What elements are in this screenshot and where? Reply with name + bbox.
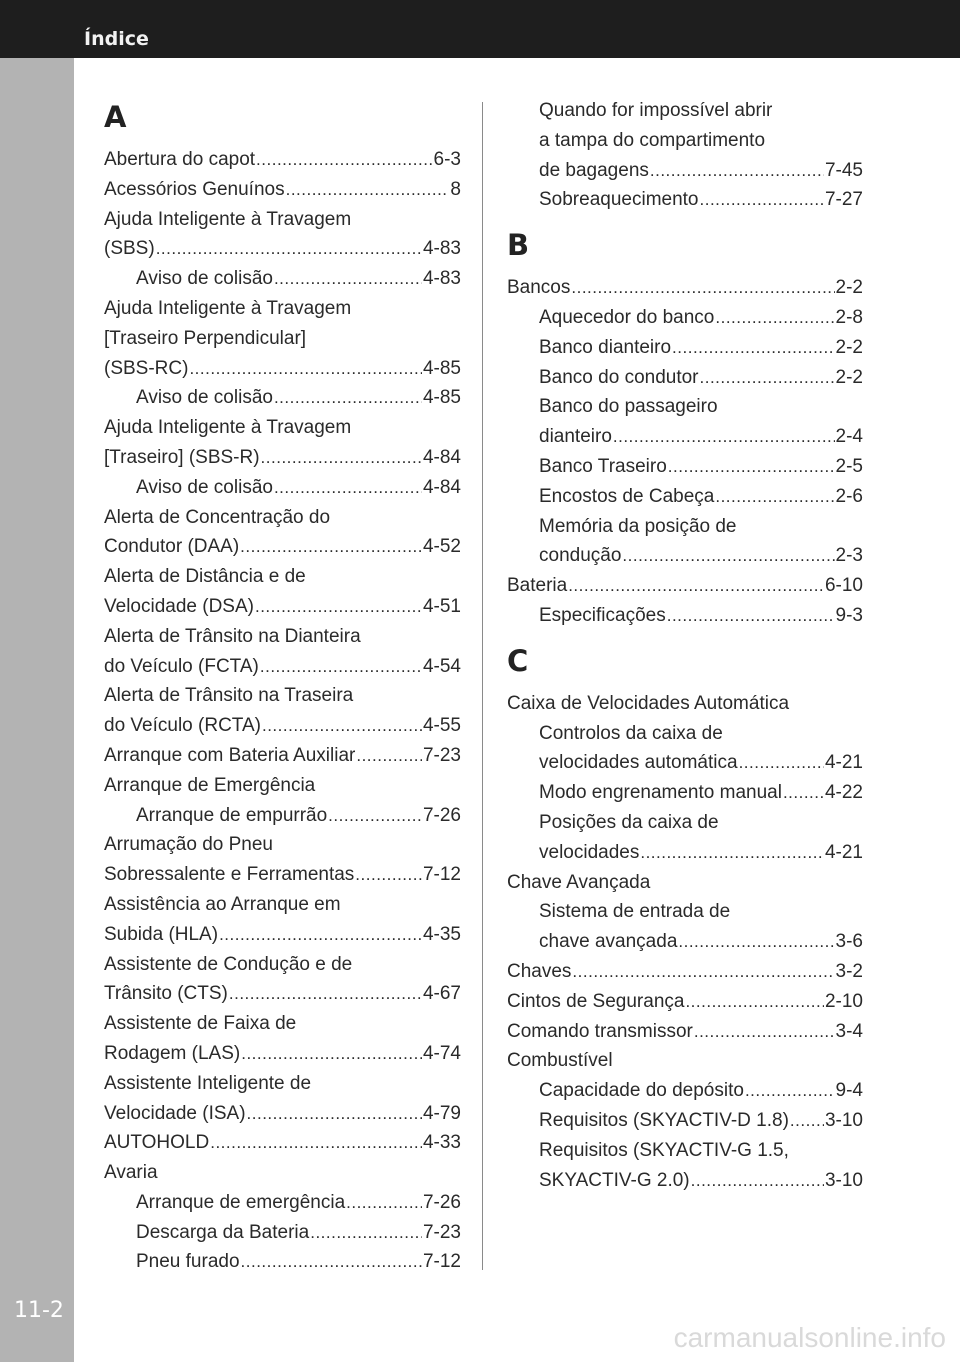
index-entry (104, 354, 461, 384)
index-entry (507, 273, 863, 303)
entry-page-ref: 4-79 (422, 1102, 461, 1124)
entry-text: Arranque de Emergência (104, 774, 316, 796)
entry-text: Controlos da caixa de (539, 722, 723, 744)
dot-leader (255, 592, 422, 622)
entry-text: Velocidade (DSA) (104, 595, 254, 617)
entry-text: Arranque de empurrão (136, 804, 328, 826)
dot-leader (790, 1106, 824, 1136)
entry-page-ref: 3-4 (835, 1020, 863, 1042)
index-subentry (507, 541, 863, 571)
dot-leader (667, 601, 835, 631)
index-subentry (507, 719, 863, 749)
dot-leader (219, 920, 422, 950)
entry-page-ref: 2-2 (835, 366, 863, 388)
entry-page-ref: 2-2 (835, 277, 863, 299)
entry-page-ref: 2-2 (835, 336, 863, 358)
index-subentry (507, 512, 863, 542)
index-subentry (104, 801, 461, 831)
index-subentry (507, 422, 863, 452)
entry-page-ref: 3-2 (835, 960, 863, 982)
index-subentry (104, 1218, 461, 1248)
dot-leader (668, 452, 835, 482)
dot-leader (274, 383, 422, 413)
dot-leader (571, 273, 834, 303)
index-subentry (507, 482, 863, 512)
section-spacer (507, 215, 863, 225)
section-spacer (507, 631, 863, 641)
entry-page-ref: 6-3 (433, 149, 461, 170)
entry-text: Ajuda Inteligente à Travagem (104, 417, 352, 439)
dot-leader (356, 741, 422, 771)
entry-text: [Traseiro] (SBS-R) (104, 446, 260, 468)
index-entry (104, 413, 461, 443)
entry-text: Caixa de Velocidades Automática (507, 692, 790, 714)
entry-text: Quando for impossível abrir (539, 100, 773, 121)
entry-page-ref: 2-4 (835, 426, 863, 448)
index-subentry (104, 473, 461, 503)
entry-text: Ajuda Inteligente à Travagem (104, 297, 352, 319)
index-entry (104, 145, 461, 175)
entry-text: Assistente de Condução e de (104, 953, 353, 975)
dot-leader (274, 473, 422, 503)
entry-text: Arrumação do Pneu (104, 834, 273, 856)
entry-text: Memória da posição de (539, 515, 737, 537)
entry-page-ref: 4-84 (422, 446, 461, 468)
entry-text: de bagagens (539, 159, 649, 181)
dot-leader (240, 532, 422, 562)
index-subentry (507, 1136, 863, 1166)
index-subentry (507, 1106, 863, 1136)
index-subentry (104, 1247, 461, 1277)
entry-page-ref: 9-3 (835, 604, 863, 626)
dot-leader (715, 303, 834, 333)
dot-leader (241, 1247, 422, 1277)
entry-text: do Veículo (RCTA) (104, 715, 261, 737)
dot-leader (691, 1166, 824, 1196)
entry-page-ref: 4-21 (824, 752, 863, 774)
entry-text: chave avançada (539, 931, 678, 953)
index-subentry (507, 333, 863, 363)
header-bar (0, 0, 960, 58)
dot-leader (346, 1188, 422, 1218)
entry-text: Descarga da Bateria (136, 1221, 310, 1243)
index-entry (104, 1158, 461, 1188)
index-entry (104, 1069, 461, 1099)
page-sidebar (0, 58, 74, 1362)
index-entry (104, 503, 461, 533)
entry-page-ref: 7-27 (824, 189, 863, 211)
column-divider (482, 102, 483, 1270)
entry-page-ref: 4-85 (422, 387, 461, 409)
entry-text: Arranque com Bateria Auxiliar (104, 744, 356, 766)
index-letter-heading: A (104, 100, 127, 134)
index-entry (104, 324, 461, 354)
dot-leader (262, 711, 422, 741)
dot-leader (678, 927, 834, 957)
entry-text: a tampa do compartimento (539, 129, 766, 151)
index-entry (104, 1009, 461, 1039)
entry-text: Trânsito (CTS) (104, 983, 228, 1005)
dot-leader (572, 957, 834, 987)
entry-text: velocidades (539, 841, 640, 863)
dot-leader (189, 354, 422, 384)
entry-page-ref: 7-45 (824, 159, 863, 181)
dot-leader (247, 1099, 422, 1129)
index-entry (507, 868, 863, 898)
entry-text: condução (539, 545, 622, 567)
index-entry (104, 741, 461, 771)
dot-leader (241, 1039, 422, 1069)
entry-page-ref: 2-3 (835, 545, 863, 567)
dot-leader (672, 333, 834, 363)
dot-leader (694, 1017, 835, 1047)
dot-leader (650, 156, 824, 186)
index-subentry (507, 392, 863, 422)
dot-leader (286, 175, 450, 205)
dot-leader (260, 652, 422, 682)
index-entry (104, 532, 461, 562)
index-subentry (507, 156, 863, 186)
index-column-right (507, 96, 863, 1195)
entry-text: Ajuda Inteligente à Travagem (104, 208, 352, 230)
index-subentry (507, 96, 863, 126)
entry-text: Encostos de Cabeça (539, 485, 715, 507)
entry-text: Modo engrenamento manual (539, 782, 782, 804)
entry-text: Alerta de Distância e de (104, 566, 306, 588)
entry-page-ref: 7-26 (422, 1191, 461, 1213)
index-entry (104, 294, 461, 324)
dot-leader (783, 778, 824, 808)
entry-text: Assistente Inteligente de (104, 1072, 312, 1094)
entry-text: Condutor (DAA) (104, 536, 240, 558)
entry-text: Banco dianteiro (539, 336, 672, 358)
entry-page-ref: 3-10 (824, 1109, 863, 1131)
index-subentry (507, 927, 863, 957)
index-entry (104, 920, 461, 950)
page-number: 11-2 (14, 1298, 64, 1323)
entry-text: Alerta de Trânsito na Dianteira (104, 625, 361, 647)
entry-page-ref: 3-10 (824, 1169, 863, 1191)
entry-text: Assistente de Faixa de (104, 1013, 297, 1035)
entry-page-ref: 7-12 (422, 864, 461, 886)
index-entry (104, 443, 461, 473)
entry-text: Sistema de entrada de (539, 901, 731, 923)
index-subentry (507, 897, 863, 927)
entry-text: Alerta de Trânsito na Traseira (104, 685, 354, 707)
entry-text: Aviso de colisão (136, 268, 273, 290)
entry-text: Pneu furado (136, 1251, 240, 1273)
index-entry (104, 711, 461, 741)
section-title: Índice (84, 28, 149, 50)
entry-page-ref: 3-6 (835, 931, 863, 953)
entry-text: [Traseiro Perpendicular] (104, 327, 307, 349)
index-subentry (507, 363, 863, 393)
index-entry (507, 689, 863, 719)
index-entry (104, 1128, 461, 1158)
entry-text: Requisitos (SKYACTIV-G 1.5, (539, 1139, 789, 1161)
index-entry (104, 652, 461, 682)
index-entry (104, 771, 461, 801)
index-subentry (104, 1188, 461, 1218)
dot-leader (745, 1076, 835, 1106)
entry-text: Combustível (507, 1050, 613, 1072)
entry-page-ref: 2-8 (835, 306, 863, 328)
entry-page-ref: 9-4 (835, 1080, 863, 1102)
entry-text: Bateria (507, 575, 568, 597)
entry-text: Posições da caixa de (539, 811, 719, 833)
entry-text: Assistência ao Arranque em (104, 893, 341, 915)
entry-text: Banco Traseiro (539, 455, 667, 477)
index-entry (104, 1039, 461, 1069)
index-entry (507, 1017, 863, 1047)
dot-leader (640, 838, 824, 868)
entry-text: Alerta de Concentração do (104, 506, 331, 528)
index-subentry (507, 1166, 863, 1196)
dot-leader (700, 185, 824, 215)
index-entry (104, 175, 461, 205)
entry-page-ref: 4-55 (422, 715, 461, 737)
entry-page-ref: 4-22 (824, 782, 863, 804)
entry-text: Aviso de colisão (136, 476, 273, 498)
entry-page-ref: 4-67 (422, 983, 461, 1005)
entry-page-ref: 6-10 (824, 575, 863, 597)
dot-leader (568, 571, 824, 601)
entry-text: Arranque de emergência (136, 1191, 346, 1213)
index-entry (507, 1046, 863, 1076)
entry-text: Avaria (104, 1162, 158, 1184)
dot-leader (274, 264, 422, 294)
index-subentry (507, 452, 863, 482)
dot-leader (328, 801, 422, 831)
index-subentry (507, 808, 863, 838)
entry-text: Cintos de Segurança (507, 990, 685, 1012)
entry-page-ref: 7-12 (422, 1251, 461, 1273)
entry-page-ref: 7-26 (422, 804, 461, 826)
entry-text: Aquecedor do banco (539, 306, 715, 328)
dot-leader (613, 422, 835, 452)
entry-text: dianteiro (539, 426, 612, 448)
index-entry (104, 681, 461, 711)
entry-text: AUTOHOLD (104, 1132, 210, 1154)
entry-page-ref: 4-83 (422, 268, 461, 290)
entry-text: Requisitos (SKYACTIV-D 1.8) (539, 1109, 789, 1131)
entry-text: Capacidade do depósito (539, 1080, 744, 1102)
index-subentry (104, 383, 461, 413)
index-entry (104, 979, 461, 1009)
entry-text: Banco do condutor (539, 366, 699, 388)
entry-page-ref: 4-85 (422, 357, 461, 379)
dot-leader (700, 363, 835, 393)
entry-page-ref: 4-51 (422, 595, 461, 617)
dot-leader (739, 748, 824, 778)
index-subentry (507, 748, 863, 778)
entry-text: (SBS-RC) (104, 357, 189, 379)
dot-leader (229, 979, 422, 1009)
entry-page-ref: 8 (450, 178, 461, 200)
entry-page-ref: 4-83 (422, 238, 461, 260)
index-entry (507, 987, 863, 1017)
dot-leader (715, 482, 834, 512)
entry-text: Especificações (539, 604, 666, 626)
index-entry (104, 562, 461, 592)
entry-text: Sobressalente e Ferramentas (104, 864, 355, 886)
index-subentry (507, 303, 863, 333)
index-entry (104, 234, 461, 264)
index-entry (104, 950, 461, 980)
dot-leader (310, 1218, 422, 1248)
entry-text: do Veículo (FCTA) (104, 655, 259, 677)
index-subentry (104, 264, 461, 294)
entry-text: Comando transmissor (507, 1020, 693, 1042)
entry-page-ref: 2-5 (835, 455, 863, 477)
dot-leader (156, 234, 422, 264)
entry-text: (SBS) (104, 238, 155, 260)
entry-page-ref: 4-84 (422, 476, 461, 498)
index-subentry (507, 126, 863, 156)
index-entry (104, 830, 461, 860)
dot-leader (622, 541, 834, 571)
entry-page-ref: 4-21 (824, 841, 863, 863)
index-entry (104, 205, 461, 235)
entry-text: velocidades automática (539, 752, 738, 774)
index-entry (104, 860, 461, 890)
entry-page-ref: 4-52 (422, 536, 461, 558)
index-entry (104, 592, 461, 622)
entry-text: Aviso de colisão (136, 387, 273, 409)
dot-leader (210, 1128, 422, 1158)
entry-text: Rodagem (LAS) (104, 1042, 241, 1064)
index-letter-heading: C (507, 643, 529, 678)
watermark: carmanualsonline.info (673, 1322, 946, 1353)
entry-page-ref: 4-74 (422, 1042, 461, 1064)
dot-leader (256, 145, 432, 175)
index-letter-heading: B (507, 228, 530, 263)
index-entry (507, 957, 863, 987)
entry-text: Acessórios Genuínos (104, 178, 285, 200)
entry-text: Chaves (507, 960, 572, 982)
entry-text: Abertura do capot (104, 149, 256, 170)
entry-text: Subida (HLA) (104, 923, 219, 945)
entry-page-ref: 2-6 (835, 485, 863, 507)
dot-leader (261, 443, 422, 473)
index-entry (104, 622, 461, 652)
entry-text: SKYACTIV-G 2.0) (539, 1169, 690, 1191)
index-subentry (507, 601, 863, 631)
dot-leader (355, 860, 422, 890)
entry-text: Sobreaquecimento (539, 189, 699, 211)
entry-text: Bancos (507, 277, 571, 299)
index-entry (104, 1099, 461, 1129)
entry-page-ref: 4-35 (422, 923, 461, 945)
entry-text: Velocidade (ISA) (104, 1102, 246, 1124)
index-subentry (507, 778, 863, 808)
index-subentry (507, 838, 863, 868)
index-subentry (507, 185, 863, 215)
entry-page-ref: 2-10 (824, 990, 863, 1012)
index-entry (507, 571, 863, 601)
entry-page-ref: 4-33 (422, 1132, 461, 1154)
entry-text: Banco do passageiro (539, 396, 718, 418)
index-entry (104, 890, 461, 920)
index-column-left (104, 97, 461, 1277)
dot-leader (685, 987, 824, 1017)
index-subentry (507, 1076, 863, 1106)
entry-text: Chave Avançada (507, 871, 651, 893)
entry-page-ref: 7-23 (422, 1221, 461, 1243)
entry-page-ref: 4-54 (422, 655, 461, 677)
entry-page-ref: 7-23 (422, 744, 461, 766)
